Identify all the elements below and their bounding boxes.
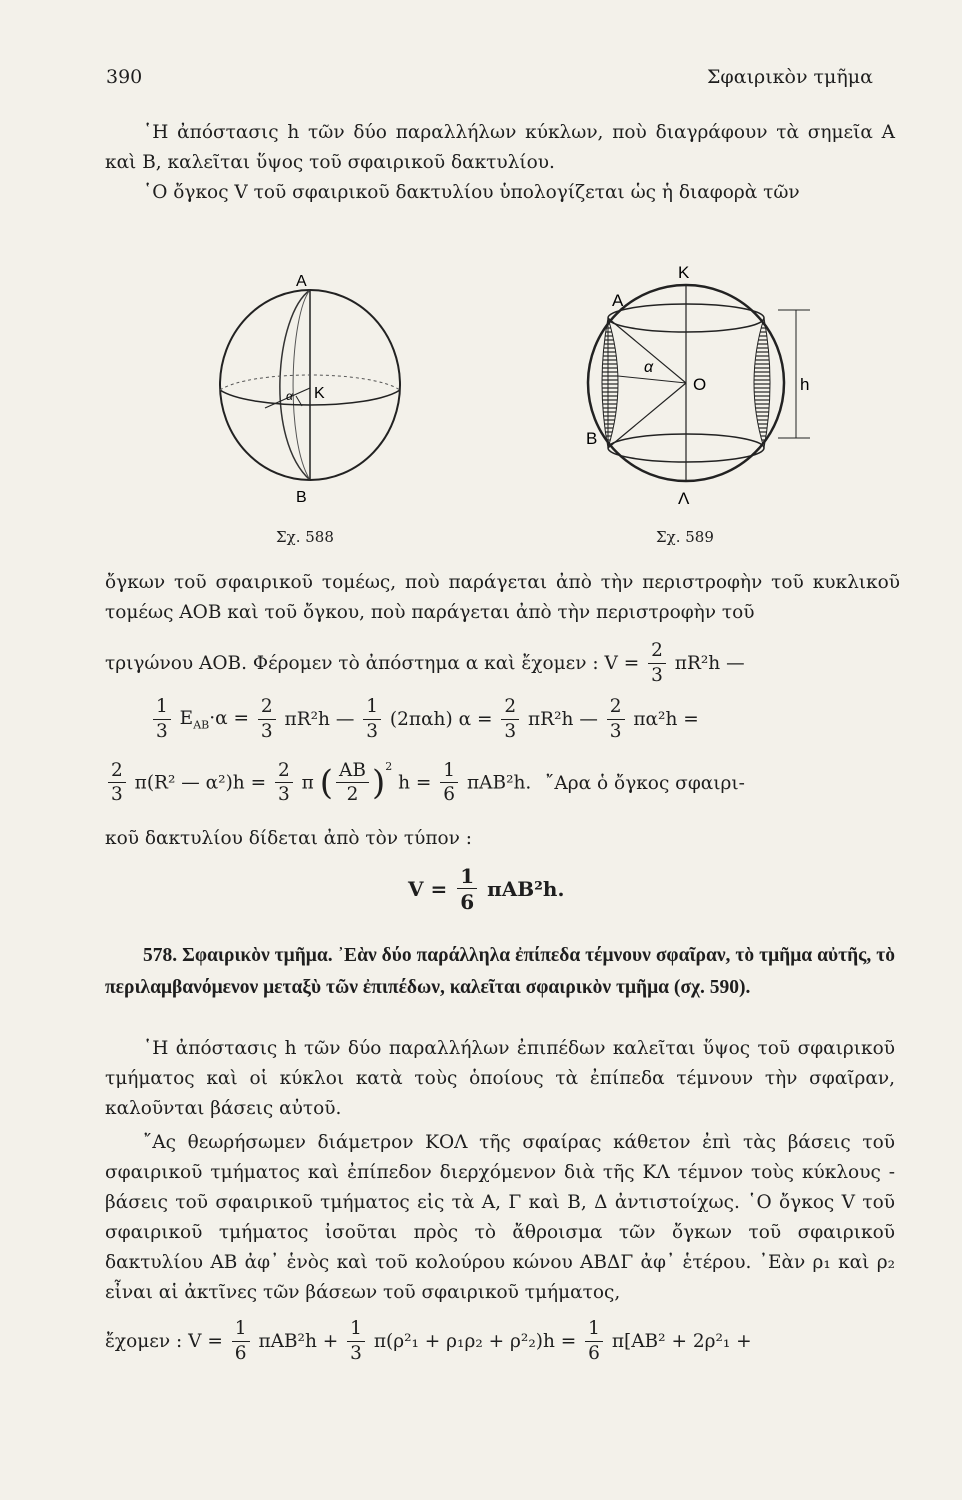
fraction-2-3-e: $\frac{2}{3}$ <box>108 762 126 805</box>
figure-588 <box>210 270 410 510</box>
fraction-1-6-g: $\frac{1}{6}$ <box>232 1320 250 1363</box>
fraction-1-6: $\frac{1}{6}$ <box>440 762 458 805</box>
term-pir2h: πR²h — <box>674 653 745 674</box>
fraction-2-3-d: $\frac{2}{3}$ <box>607 698 625 741</box>
fraction-2-3: $\frac{2}{3}$ <box>648 642 666 685</box>
section-578-para-1: ῾Η ἀπόστασις h τῶν δύο παραλλήλων ἐπιπέδων καλεῖται ὕψος τοῦ σφαιρικοῦ τμήματος καὶ οἱ κύκλοι κατὰ τοὺς ὁποίους τὰ ἐπίπεδα τέμνουν τὴν σφαῖραν, καλοῦνται βάσεις αὐτοῦ. <box>105 1038 895 1119</box>
section-578-heading: 578. Σφαιρικὸν τμῆμα. ᾿Εὰν δύο παράλληλα ἐπίπεδα τέμνουν σφαῖραν, τὸ τμῆμα αὐτῆς, τὸ περιλαμβανόμενον μεταξὺ τῶν ἐπιπέδων, καλεῖται σφαιρικὸν τμῆμα (σχ. 590). <box>105 945 895 998</box>
body-paragraph-1: ὄγκων τοῦ σφαιρικοῦ τομέως, ποὺ παράγεται ἀπὸ τὴν περιστροφὴν τοῦ κυκλικοῦ τομέως ΑΟΒ καὶ τοῦ ὄγκου, ποὺ παράγεται ἀπὸ τὴν περιστροφὴν τοῦ <box>105 572 900 623</box>
e-ab-sub: AB <box>193 718 210 732</box>
equation-line-3: $\frac{2}{3}$ π(R² — α²)h = $\frac{2}{3}$ π ( $\frac{AB}{2}$ )$^2$ h = $\frac{1}{6}$ πAB²h. ῎Αρα ὁ ὄγκος σφαιρι- <box>105 760 745 805</box>
label-b: Β <box>296 489 307 506</box>
label-k: Κ <box>314 385 325 402</box>
label-b: Β <box>586 429 598 448</box>
fraction-2-3-f: $\frac{2}{3}$ <box>275 762 293 805</box>
e-ab: E <box>179 707 194 729</box>
fraction-1-3-b: $\frac{1}{3}$ <box>363 698 381 741</box>
meridian-curve-inner <box>293 290 310 480</box>
fraction-1-3: $\frac{1}{3}$ <box>153 698 171 741</box>
line-bo <box>608 383 686 448</box>
fraction-2-3-c: $\frac{2}{3}$ <box>501 698 519 741</box>
fraction-2-3-b: $\frac{2}{3}$ <box>258 698 276 741</box>
right-hatched-region <box>754 318 770 448</box>
label-o: O <box>693 375 707 394</box>
section-578-para-2: ῎Ας θεωρήσωμεν διάμετρον ΚΟΛ τῆς σφαίρας κάθετον ἐπὶ τὰς βάσεις τοῦ σφαιρικοῦ τμήματος καὶ ἐπίπεδον διερχόμενον διὰ τῆς ΚΛ τέμνον τοὺς κύκλους - βάσεις τοῦ σφαιρικοῦ τμήματος εἰς τὰ Α, Γ καὶ Β, Δ ἀντιστοίχως. ῾Ο ὄγκος V τοῦ σφαιρικοῦ τμήματος ἰσοῦται πρὸς τὸ ἄθροισμα τῶν ὄγκων τοῦ σφαιρικοῦ δακτυλίου ΑΒ ἀφ᾿ ἑνὸς καὶ τοῦ κολούρου κώνου ΑΒΔΓ ἀφ᾿ ἑτέρου. ᾿Εὰν ρ₁ καὶ ρ₂ εἶναι αἱ ἀκτῖνες τῶν βάσεων τοῦ σφαιρικοῦ τμήματος, <box>105 1132 895 1303</box>
equation-last-line: ἔχομεν : V = $\frac{1}{6}$ πAB²h + $\frac{1}{3}$ π(ρ²₁ + ρ₁ρ₂ + ρ²₂)h = $\frac{1}{6}$ π[AB² + 2ρ²₁ + <box>105 1318 752 1364</box>
figure-589 <box>578 258 818 508</box>
label-alpha: α <box>286 389 293 403</box>
label-h: h <box>800 375 810 394</box>
label-k: Κ <box>678 263 690 282</box>
final-formula: V = $\frac{1}{6}$ πAB²h. <box>408 864 565 914</box>
equation-line-2: $\frac{1}{3}$ $E_{AB}\cdot\alpha$ = $\frac{2}{3}$ πR²h — $\frac{1}{3}$ (2παh) α = $\frac{2}{3}$ πR²h — $\frac{2}{3}$ πα²h = <box>150 698 699 741</box>
triangle-text: τριγώνου ΑΟΒ. Φέρομεν τὸ ἀπόστημα α καὶ ἔχομεν : V = <box>105 653 640 674</box>
fraction-1-3-g: $\frac{1}{3}$ <box>347 1320 365 1363</box>
label-alpha: α <box>644 359 654 376</box>
apothem-line <box>618 376 686 383</box>
fraction-1-6-h: $\frac{1}{6}$ <box>585 1320 603 1363</box>
figure-588-caption: Σχ. 588 <box>276 528 334 546</box>
meridian-curve <box>280 290 310 480</box>
intro-paragraph-2: ῾Ο ὄγκος V τοῦ σφαιρικοῦ δακτυλίου ὑπολογίζεται ὡς ἡ διαφορὰ τῶν <box>143 182 800 203</box>
body-paragraph-2: κοῦ δακτυλίου δίδεται ἀπὸ τὸν τύπον : <box>105 828 473 849</box>
label-a: Α <box>612 291 624 310</box>
label-a: Α <box>296 273 307 290</box>
left-hatched-region <box>602 318 618 448</box>
running-title: Σφαιρικὸν τμῆμα <box>707 66 873 88</box>
intro-paragraph-1: ῾Η ἀπόστασις h τῶν δύο παραλλήλων κύκλων, ποὺ διαγράφουν τὰ σημεῖα Α καὶ Β, καλεῖται ὕψος τοῦ σφαιρικοῦ δακτυλίου. <box>105 122 895 173</box>
page-number: 390 <box>106 66 143 88</box>
figure-589-caption: Σχ. 589 <box>656 528 714 546</box>
equation-line-1 <box>105 642 745 685</box>
label-l: Λ <box>678 489 690 508</box>
fraction-ab-2: $\frac{AB}{2}$ <box>336 762 369 805</box>
fraction-1-6-final: $\frac{1}{6}$ <box>457 866 477 912</box>
ara-text: ῎Αρα ὁ ὄγκος σφαιρι- <box>545 772 745 794</box>
